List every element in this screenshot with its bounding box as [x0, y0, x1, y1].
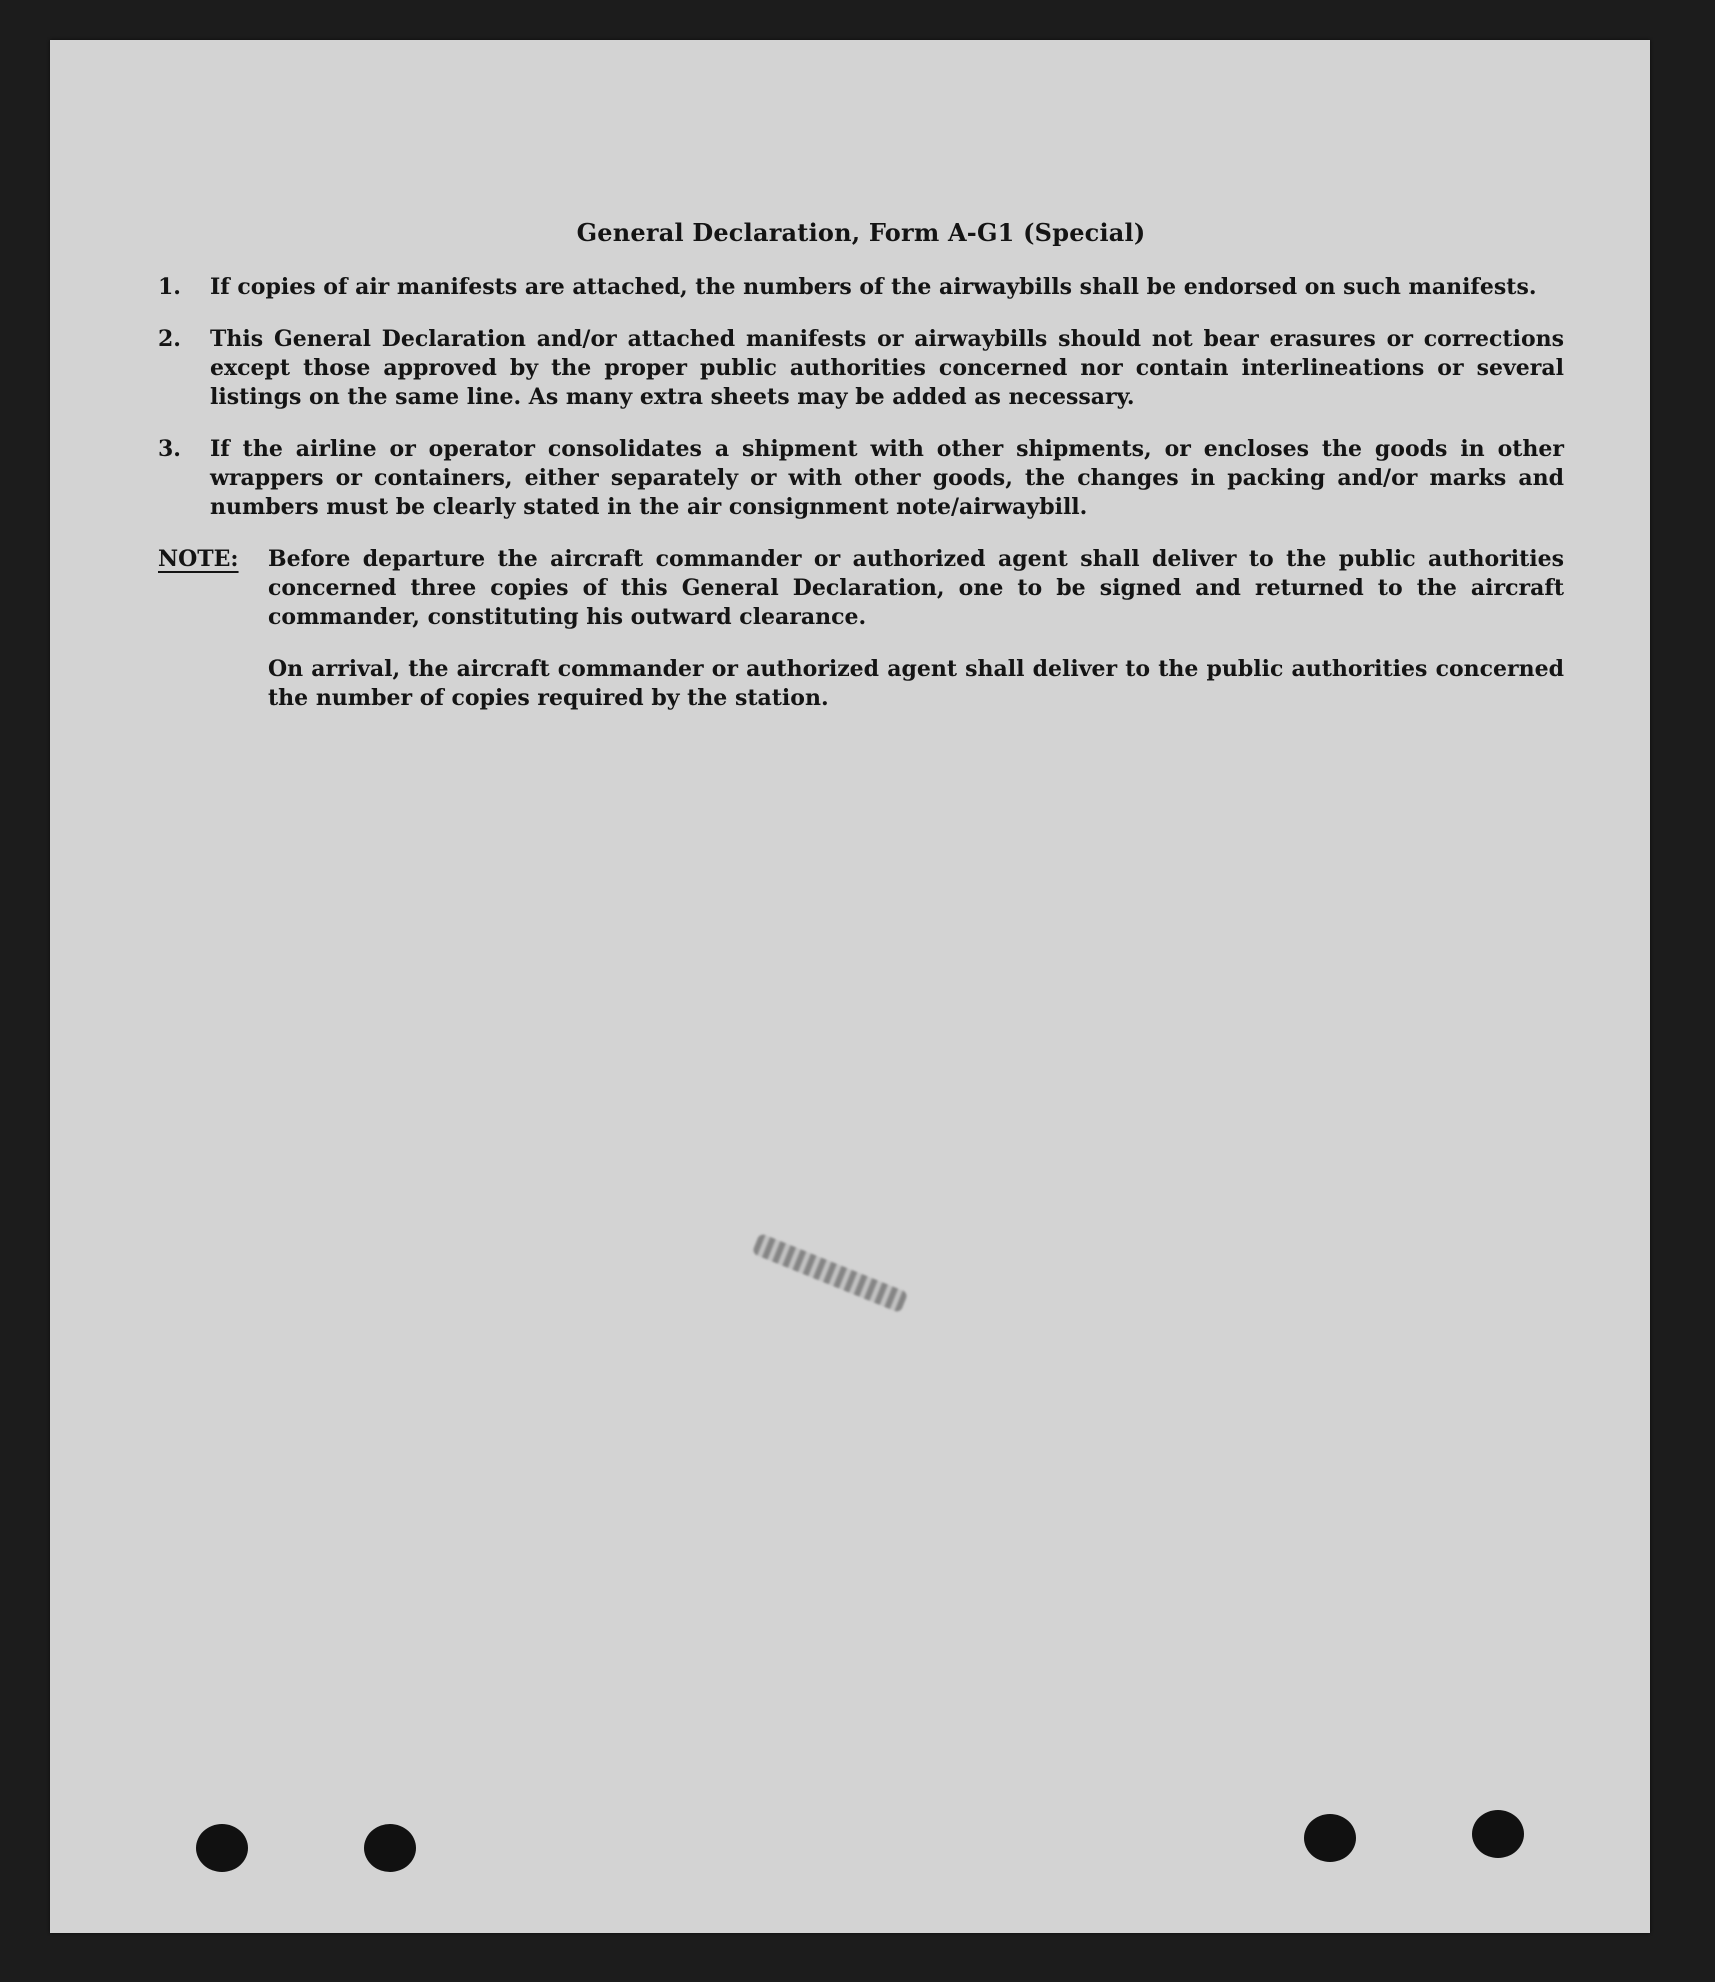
note-paragraph: On arrival, the aircraft commander or authorized agent shall deliver to the public authorities concerned the number of copies required by the station.: [268, 656, 1564, 711]
ink-smudge: [752, 1233, 909, 1313]
instruction-item: [158, 435, 1564, 522]
note-paragraph: Before departure the aircraft commander or authorized agent shall deliver to the public authorities concerned three copies of this General Declaration, one to be signed and returned to the aircraft commander, constituting his outward clearance.: [268, 546, 1564, 630]
note-body: [268, 545, 1564, 736]
item-number: 1.: [158, 274, 181, 300]
note-section: [158, 545, 1564, 736]
punch-hole: [196, 1824, 248, 1872]
punch-hole: [1304, 1814, 1356, 1862]
item-number: 2.: [158, 326, 181, 352]
instructions-block: [158, 218, 1564, 736]
document-title: General Declaration, Form A-G1 (Special): [576, 218, 1146, 247]
item-number: 3.: [158, 436, 181, 462]
instruction-item: [158, 325, 1564, 412]
note-label: NOTE:: [158, 546, 239, 572]
instruction-item: [158, 273, 1564, 302]
item-text: If the airline or operator consolidates a shipment with other shipments, or encloses the goods in other wrappers or containers, either separately or with other goods, the changes in packing and/or marks and numbers must be clearly stated in the air consignment note/airwaybill.: [210, 436, 1564, 520]
punch-hole: [364, 1824, 416, 1872]
item-text: If copies of air manifests are attached, the numbers of the airwaybills shall be endorsed on such manifests.: [210, 274, 1537, 300]
item-text: This General Declaration and/or attached manifests or airwaybills should not bear erasures or corrections except those approved by the proper public authorities concerned nor contain interlineations or several listings on the same line. As many extra sheets may be added as necessary.: [210, 326, 1564, 410]
punch-hole: [1472, 1810, 1524, 1858]
document-page: [50, 40, 1650, 1933]
